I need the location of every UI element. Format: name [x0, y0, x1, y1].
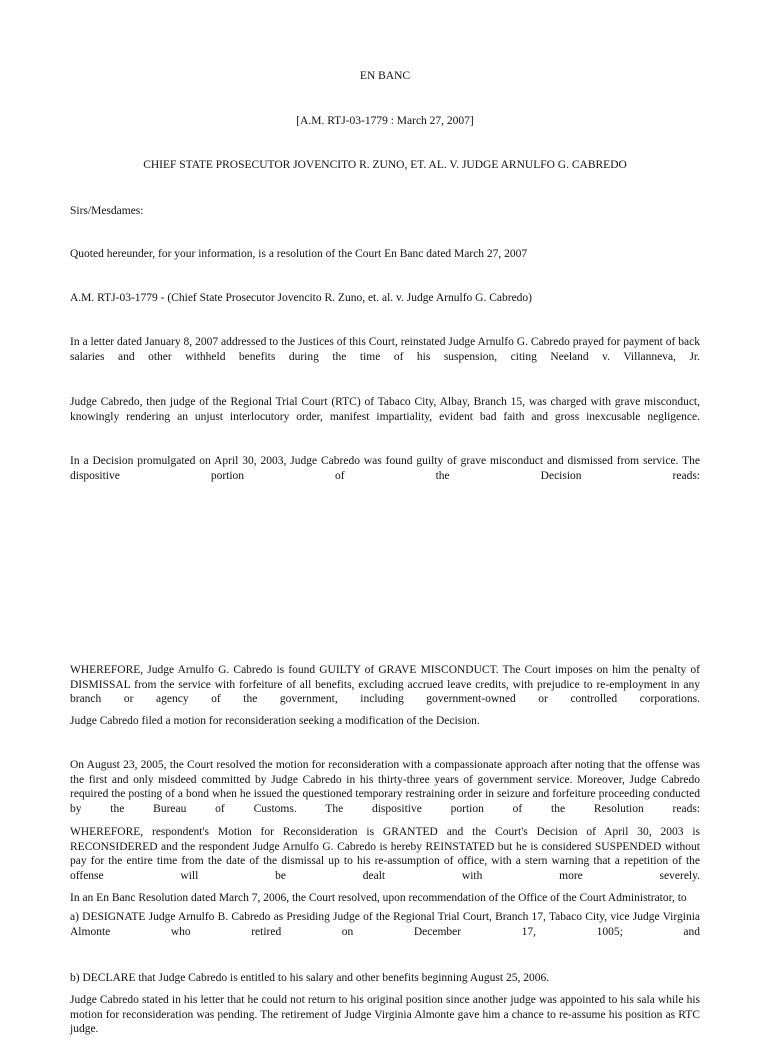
division-heading: EN BANC [359, 70, 411, 82]
paragraph-resolution: On August 23, 2005, the Court resolved the motion for reconsideration with a compassionate approach after noting that the offense was the first and only misdeed committed by Judge Cabredo in his thirty-three years of government service. Moreover, Judge Cabredo required the posting of a bond when he issued the questioned temporary restraining order in seizure and forfeiture proceeding conducted by the Bureau of Customs. The dispositive portion of the Resolution reads: [70, 759, 700, 815]
paragraph-en-banc-resolution: In an En Banc Resolution dated March 7, 2006, the Court resolved, upon recommendation of the Office of the Court Administrator, to [70, 892, 687, 904]
paragraph-charges: Judge Cabredo, then judge of the Regional Trial Court (RTC) of Tabaco City, Albay, Branch 15, was charged with grave misconduct, knowingly rendering an unjust interlocutory order, manifest impartiality, evident bad faith and gross inexcusable negligence. [70, 396, 700, 423]
salutation: Sirs/Mesdames: [70, 205, 144, 217]
paragraph-case-reference: A.M. RTJ-03-1779 - (Chief State Prosecutor Jovencito R. Zuno, et. al. v. Judge Arnulfo G. Cabredo) [70, 292, 532, 304]
case-number: [A.M. RTJ-03-1779 : March 27, 2007] [296, 115, 474, 127]
paragraph-motion: Judge Cabredo filed a motion for reconsideration seeking a modification of the Decision. [70, 715, 480, 727]
paragraph-dispositive-resolution: WHEREFORE, respondent's Motion for Reconsideration is GRANTED and the Court's Decision of April 30, 2003 is RECONSIDERED and the respondent Judge Arnulfo G. Cabredo is hereby REINSTATED but he is considered SUSPENDED without pay for the entire time from the date of the dismissal up to his re-assumption of office, with a stern warning that a repetition of the offense will be dealt with more severely. [70, 826, 700, 882]
case-title: CHIEF STATE PROSECUTOR JOVENCITO R. ZUNO, ET. AL. V. JUDGE ARNULFO G. CABREDO [143, 159, 627, 171]
paragraph-declare: b) DECLARE that Judge Cabredo is entitled to his salary and other benefits beginning August 25, 2006. [70, 972, 550, 984]
paragraph-letter: In a letter dated January 8, 2007 addressed to the Justices of this Court, reinstated Judge Arnulfo G. Cabredo prayed for payment of back salaries and other withheld benefits during the time of his suspension, citing Neeland v. Villanneva, Jr. [70, 336, 700, 363]
paragraph-dispositive-decision: WHEREFORE, Judge Arnulfo G. Cabredo is found GUILTY of GRAVE MISCONDUCT. The Court imposes on him the penalty of DISMISSAL from the service with forfeiture of all benefits, excluding accrued leave credits, with prejudice to re-employment in any branch or agency of the government, including government-owned or controlled corporations. [70, 664, 700, 706]
paragraph-decision: In a Decision promulgated on April 30, 2003, Judge Cabredo was found guilty of grave misconduct and dismissed from service. The dispositive portion of the Decision reads: [70, 455, 700, 482]
paragraph-letter-statement: Judge Cabredo stated in his letter that he could not return to his original position since another judge was appointed to his sala while his motion for reconsideration was pending. The retirement of Judge Virginia Almonte gave him a chance to re-assume his position as RTC judge. [70, 994, 700, 1036]
paragraph-intro: Quoted hereunder, for your information, is a resolution of the Court En Banc dated March 27, 2007 [70, 248, 528, 260]
paragraph-designate: a) DESIGNATE Judge Arnulfo B. Cabredo as Presiding Judge of the Regional Trial Court, Branch 17, Tabaco City, vice Judge Virginia Almonte who retired on December 17, 1005; and [70, 911, 700, 938]
